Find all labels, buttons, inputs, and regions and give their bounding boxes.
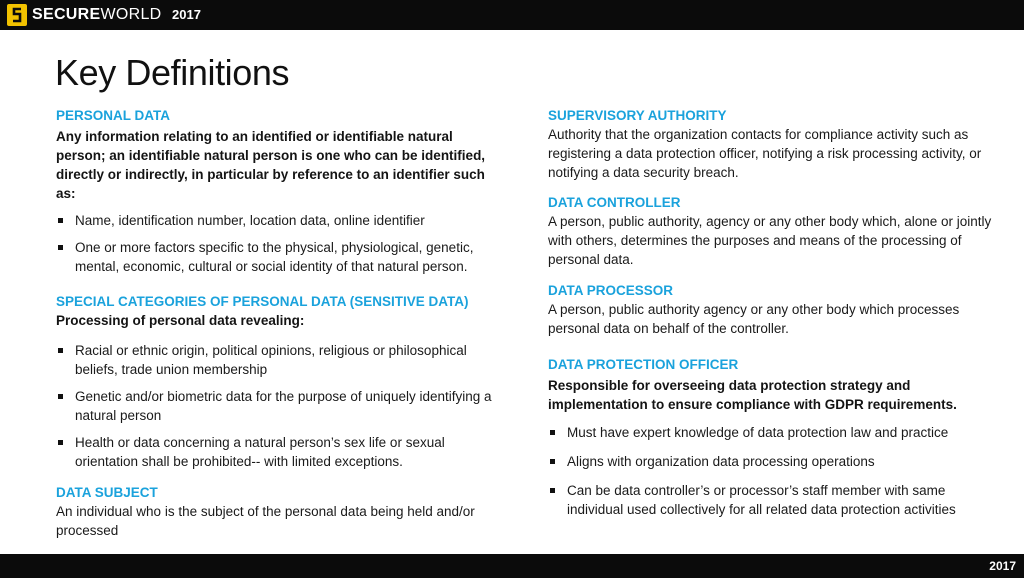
dpo-heading: DATA PROTECTION OFFICER: [548, 357, 739, 372]
supervisory-authority-text: Authority that the organization contacts for compliance activity such as registering a data protection officer, notifying a risk processing activity, or notifying a data security breach.: [548, 127, 982, 180]
personal-data-lead: Any information relating to an identified or identifiable natural person; an identifiable natural person is one who can be identified, directly or indirectly, in particular by reference to an identifier such as:: [56, 129, 486, 201]
brand-light: WORLD: [100, 6, 162, 23]
special-categories-lead: Processing of personal data revealing:: [56, 313, 305, 328]
supervisory-authority-heading: SUPERVISORY AUTHORITY: [548, 108, 727, 123]
list-item: Name, identification number, location data, online identifier: [56, 211, 506, 230]
special-categories-section: [56, 293, 506, 471]
page-title: Key Definitions: [55, 52, 290, 93]
data-subject-section: [56, 484, 506, 540]
list-item: Aligns with organization data processing operations: [548, 452, 998, 471]
data-processor-heading: DATA PROCESSOR: [548, 283, 674, 298]
list-item: Genetic and/or biometric data for the purpose of uniquely identifying a natural person: [56, 387, 506, 425]
dpo-section: [548, 356, 998, 519]
dpo-bullets: [548, 423, 998, 519]
secureworld-logo-icon: [7, 4, 27, 26]
header-bar: [0, 0, 1024, 30]
list-item: Must have expert knowledge of data protection law and practice: [548, 423, 998, 442]
data-subject-heading: DATA SUBJECT: [56, 485, 158, 500]
brand-name: [32, 6, 162, 24]
special-categories-bullets: [56, 341, 506, 471]
personal-data-heading: PERSONAL DATA: [56, 108, 171, 123]
list-item: One or more factors specific to the physical, physiological, genetic, mental, economic, cultural or social identity of that natural person.: [56, 238, 506, 276]
data-subject-text: An individual who is the subject of the personal data being held and/or processed: [56, 504, 475, 538]
list-item: Racial or ethnic origin, political opinions, religious or philosophical beliefs, trade union membership: [56, 341, 506, 379]
footer-bar: [0, 554, 1024, 578]
supervisory-authority-section: [548, 107, 998, 182]
footer-year: 2017: [989, 559, 1016, 573]
data-controller-text: A person, public authority, agency or any other body which, alone or jointly with others, determines the purposes and means of the processing of personal data.: [548, 214, 992, 267]
special-categories-heading: SPECIAL CATEGORIES OF PERSONAL DATA (SENSITIVE DATA): [56, 294, 469, 309]
left-column: [56, 107, 506, 540]
data-controller-heading: DATA CONTROLLER: [548, 195, 681, 210]
right-column: [548, 107, 998, 519]
list-item: Can be data controller’s or processor’s staff member with same individual used collectively for all related data protection activities: [548, 481, 998, 519]
dpo-lead: Responsible for overseeing data protection strategy and implementation to ensure compliance with GDPR requirements.: [548, 378, 957, 412]
personal-data-section: [56, 107, 506, 276]
data-processor-section: [548, 282, 998, 338]
brand-year: 2017: [172, 7, 201, 22]
list-item: Health or data concerning a natural person’s sex life or sexual orientation shall be prohibited-- with limited exceptions.: [56, 433, 506, 471]
brand-bold: SECURE: [32, 6, 101, 23]
data-processor-text: A person, public authority agency or any other body which processes personal data on behalf of the controller.: [548, 302, 960, 336]
personal-data-bullets: [56, 211, 506, 276]
data-controller-section: [548, 194, 998, 269]
